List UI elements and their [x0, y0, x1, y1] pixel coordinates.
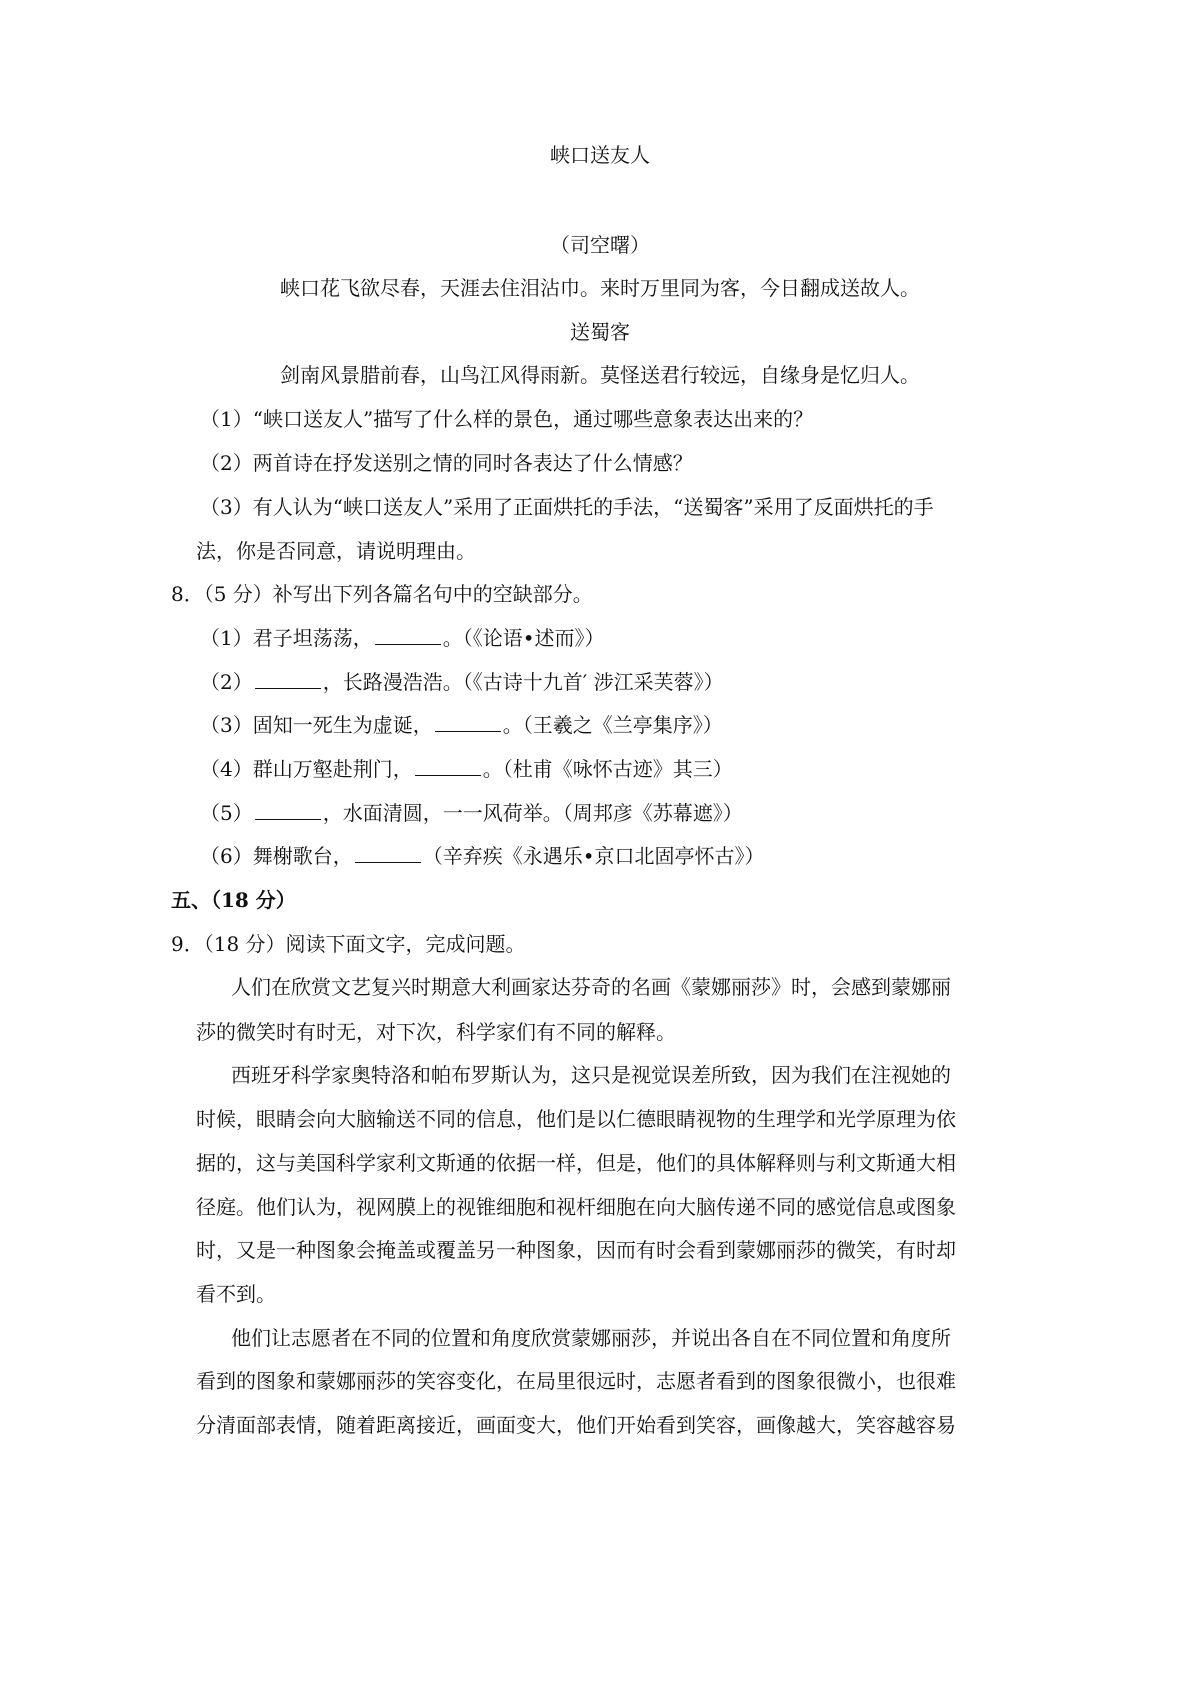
q8-item-6-before: （6）舞榭歌台，: [200, 844, 353, 868]
section-5-heading: 五、（18 分）: [171, 888, 296, 912]
q9-paragraph-2-line-1: 西班牙科学家奥特洛和帕布罗斯认为，这只是视觉误差所致，因为我们在注视她的: [231, 1063, 951, 1087]
q9-paragraph-2-line-6: 看不到。: [196, 1282, 276, 1306]
fill-in-blank[interactable]: [255, 670, 321, 689]
poem2-title: 送蜀客: [570, 320, 630, 344]
fill-in-blank[interactable]: [415, 757, 481, 776]
q9-paragraph-1-line-1: 人们在欣赏文艺复兴时期意大利画家达芬奇的名画《蒙娜丽莎》时，会感到蒙娜丽: [231, 975, 951, 999]
q9-stem: 9．（18 分）阅读下面文字，完成问题。: [171, 932, 526, 956]
poem1-author: （司空曙）: [550, 233, 650, 257]
q9-paragraph-3-line-1: 他们让志愿者在不同的位置和角度欣赏蒙娜丽莎，并说出各自在不同位置和角度所: [231, 1326, 951, 1350]
fill-in-blank[interactable]: [375, 626, 441, 645]
q8-item-6-after: （辛弃疾《永遇乐•京口北固亭怀古》）: [422, 844, 765, 868]
q9-paragraph-3-line-2: 看到的图象和蒙娜丽莎的笑容变化，在局里很远时，志愿者看到的图象很微小，也很难: [196, 1369, 956, 1393]
q9-paragraph-2-line-5: 时，又是一种图象会掩盖或覆盖另一种图象，因而有时会看到蒙娜丽莎的微笑，有时却: [196, 1238, 956, 1262]
fill-in-blank[interactable]: [355, 844, 421, 863]
q8-item-4-before: （4）群山万壑赴荆门，: [200, 757, 413, 781]
q8-item-5-after: ，水面清圆，一一风荷举。（周邦彦《苏幕遮》）: [322, 801, 743, 825]
fill-in-blank[interactable]: [255, 801, 321, 820]
q8-stem: 8．（5 分）补写出下列各篇名句中的空缺部分。: [171, 582, 593, 606]
q8-item-2-before: （2）: [200, 670, 253, 694]
q8-item-2: [200, 668, 724, 696]
q7-subquestion-2: （2）两首诗在抒发送别之情的同时各表达了什么情感？: [200, 451, 693, 475]
poem1-title: 峡口送友人: [550, 143, 650, 167]
q9-paragraph-2-line-2: 时候，眼睛会向大脑输送不同的信息，他们是以仁德眼睛视物的生理学和光学原理为依: [196, 1107, 956, 1131]
q8-item-1: [200, 624, 605, 652]
q8-item-6: [200, 842, 765, 870]
q9-paragraph-1-line-2: 莎的微笑时有时无，对下次，科学家们有不同的解释。: [196, 1020, 676, 1044]
q8-item-4: [200, 755, 733, 783]
q7-subquestion-3-continued: 法，你是否同意，请说明理由。: [196, 539, 476, 563]
poem1-text: 峡口花飞欲尽春，天涯去住泪沾巾。来时万里同为客，今日翻成送故人。: [280, 276, 920, 300]
q8-item-1-after: 。（《论语•述而》）: [442, 626, 605, 650]
q8-item-3: [200, 711, 723, 739]
fill-in-blank[interactable]: [435, 713, 501, 732]
poem2-text: 剑南风景腊前春，山鸟江风得雨新。莫怪送君行较远，自缘身是忆归人。: [280, 363, 920, 387]
q8-item-1-before: （1）君子坦荡荡，: [200, 626, 373, 650]
q8-item-3-before: （3）固知一死生为虚诞，: [200, 713, 433, 737]
q8-item-2-after: ，长路漫浩浩。（《古诗十九首′ 涉江采芙蓉》）: [322, 670, 724, 694]
q8-item-3-after: 。（王羲之《兰亭集序》）: [502, 713, 723, 737]
q8-item-4-after: 。（杜甫《咏怀古迹》其三）: [482, 757, 733, 781]
q8-item-5-before: （5）: [200, 801, 253, 825]
q9-paragraph-3-line-3: 分清面部表情，随着距离接近，画面变大，他们开始看到笑容，画像越大，笑容越容易: [196, 1413, 956, 1437]
q9-paragraph-2-line-3: 据的，这与美国科学家利文斯通的依据一样，但是，他们的具体解释则与利文斯通大相: [196, 1151, 956, 1175]
q7-subquestion-3: （3）有人认为“峡口送友人”采用了正面烘托的手法，“送蜀客”采用了反面烘托的手: [200, 495, 934, 519]
q9-paragraph-2-line-4: 径庭。他们认为，视网膜上的视锥细胞和视杆细胞在向大脑传递不同的感觉信息或图象: [196, 1195, 956, 1219]
q8-item-5: [200, 799, 743, 827]
q7-subquestion-1: （1）“峡口送友人”描写了什么样的景色，通过哪些意象表达出来的？: [200, 407, 814, 431]
